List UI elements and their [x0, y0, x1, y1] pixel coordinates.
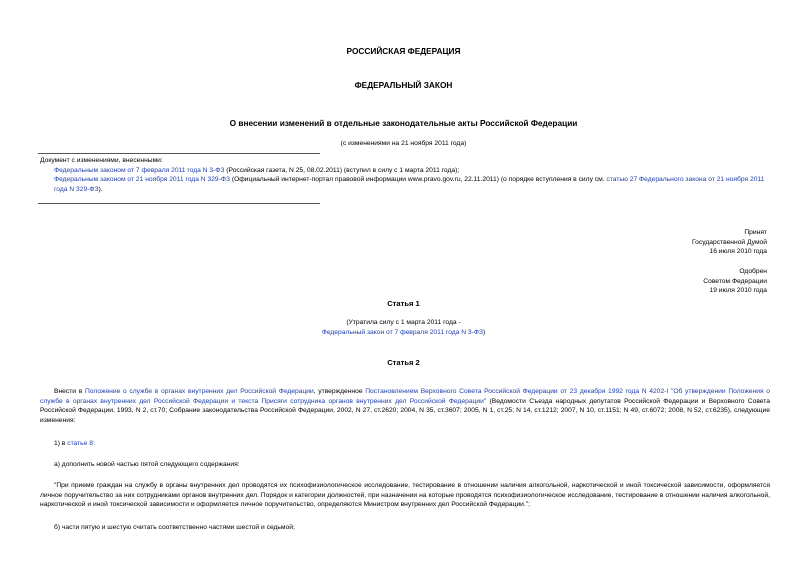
paragraph-1-text-c: (Ведомости Съезда народных депутатов Российской Федерации и Верховного Совета Российской Федерации, 1993, N 2, ст.70; Собрание законодательства Российской Федерации, 2002, N 27, ст.2620; 2004, N 35, ст.3607; 2005, N 1, ст.25; N 14, ст.1212; 2007, N 10, ст.1151; N 49, ст.6072; 2008, N 52, ст.6235), следующие изменения: — [40, 397, 770, 425]
changes-intro: Документ с изменениями, внесенными: — [40, 157, 163, 164]
changes-bottom-rule — [38, 203, 320, 204]
article-2-item-1 — [40, 439, 770, 449]
change-link-1[interactable]: Федеральным законом от 7 февраля 2011 года N 3-ФЗ — [54, 166, 225, 174]
article-1-note-ref — [0, 328, 807, 338]
paragraph-2-text-b: : — [92, 440, 95, 447]
adoption-line-2: Государственной Думой — [692, 238, 767, 246]
article-1-note — [0, 318, 807, 337]
document-country: РОССИЙСКАЯ ФЕДЕРАЦИЯ — [346, 46, 461, 56]
adoption-federation-council — [703, 267, 767, 296]
paragraph-1-text-a: Внести в — [54, 388, 85, 395]
changes-block — [40, 156, 772, 195]
article-1-repeal-link[interactable]: Федеральный закон от 7 февраля 2011 года N 3-ФЗ — [321, 328, 484, 336]
adoption-line-1: Принят — [744, 229, 767, 236]
adoption-duma — [692, 228, 767, 257]
article-2-item-1a-quote — [40, 481, 770, 510]
document-law-type: ФЕДЕРАЛЬНЫЙ ЗАКОН — [354, 80, 453, 90]
adoption-line-5: Советом Федерации — [703, 277, 767, 285]
changes-item-2 — [40, 175, 772, 194]
article-1-note-line: (Утратила силу с 1 марта 2011 года - — [346, 319, 461, 326]
adoption-line-3: 16 июля 2010 года — [709, 248, 767, 256]
paragraph-1-text-b: , утвержденное — [313, 388, 366, 395]
resolution-link[interactable]: Постановлением Верховного Совета Российской Федерации от 23 декабря 1992 года N 4202-I "Об утверждении Положения о службе в органах внутренних дел Российской Федерации и текста Присяги сотрудника органов внутренних дел Российской Федерации" — [40, 388, 770, 405]
article-8-link[interactable]: статье 8 — [67, 440, 93, 447]
article-2-item-1b — [40, 523, 770, 533]
document-amended-note: (с изменениями на 21 ноября 2011 года) — [340, 140, 467, 147]
article-2-paragraph-2 — [40, 439, 770, 449]
changes-top-rule — [38, 153, 320, 154]
article-2-item-1a — [40, 460, 770, 470]
article-1-note-end: ) — [483, 328, 486, 336]
change-text-2-end: ). — [98, 186, 103, 194]
regulation-link[interactable]: Положение о службе в органах внутренних дел Российской Федерации — [84, 388, 314, 395]
paragraph-2-text-a: 1) в — [54, 440, 68, 447]
article-1-heading: Статья 1 — [387, 299, 420, 308]
article-2-paragraph-1 — [40, 387, 770, 426]
change-link-2[interactable]: Федеральным законом от 21 ноября 2011 года N 329-ФЗ — [54, 176, 230, 184]
change-link-3[interactable]: статью 27 Федерального закона от 21 ноября 2011 года N 329-ФЗ — [54, 176, 765, 194]
adoption-line-6: 19 июля 2010 года — [709, 287, 767, 295]
article-2-heading: Статья 2 — [387, 358, 420, 367]
change-text-1: (Российская газета, N 25, 08.02.2011) (вступил в силу с 1 марта 2011 года); — [224, 166, 460, 174]
changes-item-1 — [40, 166, 772, 176]
article-2-paragraph-3: а) дополнить новой частью пятой следующего содержания: — [54, 461, 240, 468]
article-2-body — [40, 387, 770, 426]
change-text-2: (Официальный интернет-портал правовой информации www.pravo.gov.ru, 22.11.2011) (о порядке вступления в силу см. — [230, 176, 607, 184]
article-2-paragraph-5: б) части пятую и шестую считать соответственно частями шестой и седьмой; — [54, 524, 295, 531]
adoption-line-4: Одобрен — [739, 268, 767, 275]
article-2-paragraph-4: "При приеме граждан на службу в органы внутренних дел проводятся их психофизиологическое исследование, тестирование в отношении наличия алкогольной, наркотической и иной токсической зависимости, оформляется личное поручительство за них сотрудниками органов внутренних дел. Порядок и категории должностей, при назначении на которые проводятся психофизиологическое исследование, тестирование в отношении наличия алкогольной, наркотической и иной токсической зависимости и оформляется личное поручительство, определяются Министром внутренних дел Российской Федерации."; — [40, 482, 770, 509]
document-title: О внесении изменений в отдельные законодательные акты Российской Федерации — [229, 118, 578, 128]
